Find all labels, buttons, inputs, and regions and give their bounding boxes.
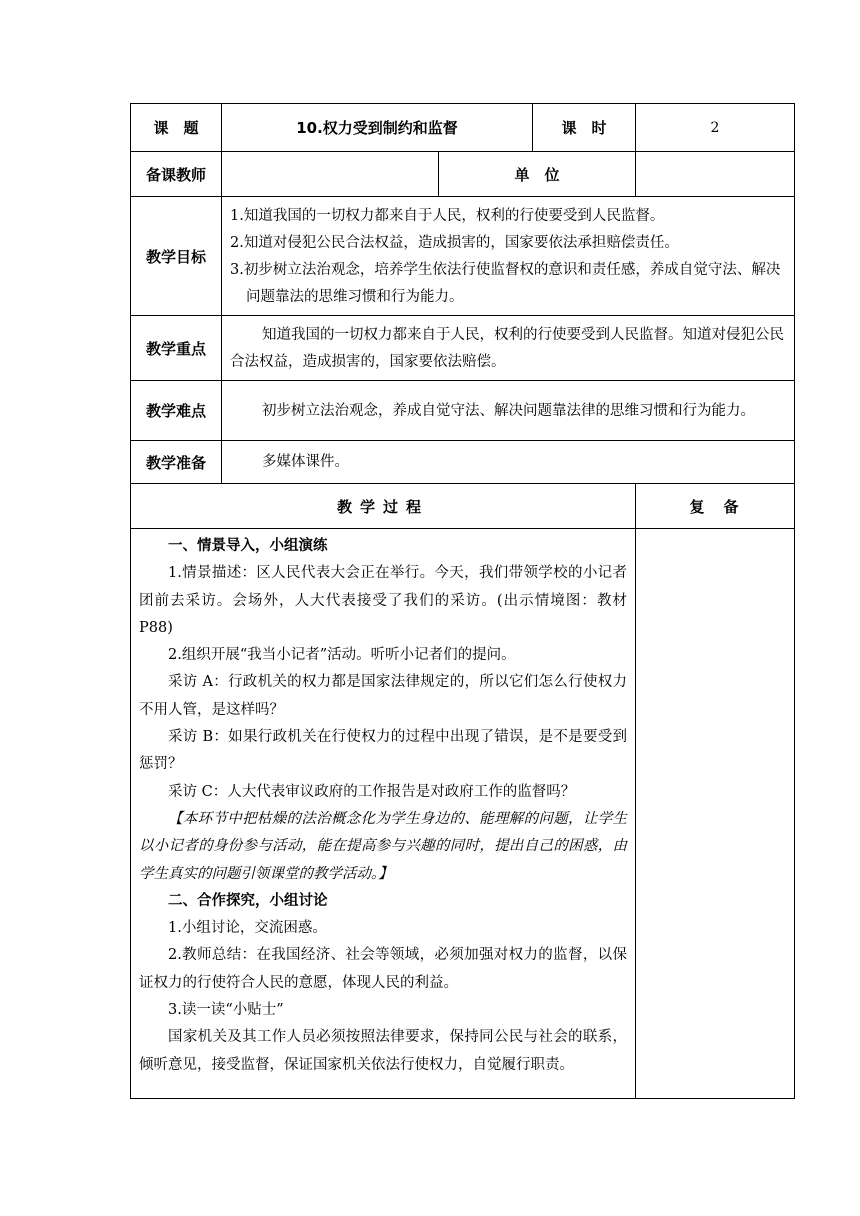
- process-paragraph: 1.小组讨论，交流困惑。: [168, 920, 327, 937]
- process-note: 【本环节中把枯燥的法治概念化为学生身边的、能理解的问题，让学生以小记者的身份参与活动，能在提高参与兴趣的同时，提出自己的困惑，由学生真实的问题引领课堂的教学活动。】: [139, 810, 628, 882]
- hours-label: 课 时: [533, 104, 636, 152]
- process-paragraph: 1.情景描述：区人民代表大会正在举行。今天，我们带领学校的小记者团前去采访。会场外，人大代表接受了我们的采访。(出示情境图：教材 P88): [139, 565, 628, 636]
- process-paragraph: 国家机关及其工作人员必须按照法律要求，保持同公民与社会的联系，倾听意见，接受监督，保证国家机关依法行使权力，自觉履行职责。: [139, 1029, 628, 1073]
- teacher-row: [131, 152, 795, 197]
- preparation-text: 多媒体课件。: [222, 441, 795, 484]
- lesson-plan-table: [130, 103, 795, 1099]
- difficulties-label: 教学难点: [131, 381, 222, 441]
- process-header: 教学过程: [131, 484, 636, 529]
- process-content: [131, 529, 636, 1099]
- objectives-row: [131, 197, 795, 316]
- objective-item: 3.初步树立法治观念，培养学生依法行使监督权的意识和责任感，养成自觉守法、解决问题靠法的思维习惯和行为能力。: [230, 262, 781, 305]
- review-notes-cell: [636, 529, 795, 1099]
- difficulties-row: [131, 381, 795, 441]
- process-section-heading: 二、合作探究，小组讨论: [168, 892, 328, 909]
- process-row: [131, 529, 795, 1099]
- process-paragraph: 采访 B：如果行政机关在行使权力的过程中出现了错误，是不是要受到惩罚？: [139, 729, 628, 773]
- unit-label: 单 位: [439, 152, 636, 197]
- teacher-value: [222, 152, 439, 197]
- topic-value: 10.权力受到制约和监督: [222, 104, 533, 152]
- objective-item: 1.知道我国的一切权力都来自于人民，权利的行使要受到人民监督。: [230, 208, 665, 224]
- process-paragraph: 采访 A：行政机关的权力都是国家法律规定的，所以它们怎么行使权力不用人管，是这样吗？: [139, 674, 628, 718]
- preparation-row: [131, 441, 795, 484]
- process-paragraph: 3.读一读“小贴士”: [168, 1002, 284, 1019]
- key-points-row: [131, 316, 795, 381]
- key-points-text: 知道我国的一切权力都来自于人民，权利的行使要受到人民监督。知道对侵犯公民合法权益，造成损害的，国家要依法赔偿。: [222, 316, 795, 381]
- process-paragraph: 2.教师总结：在我国经济、社会等领域，必须加强对权力的监督，以保证权力的行使符合人民的意愿，体现人民的利益。: [139, 947, 628, 991]
- unit-value: [636, 152, 795, 197]
- process-section-heading: 一、情景导入，小组演练: [168, 538, 328, 554]
- topic-label: 课 题: [131, 104, 222, 152]
- preparation-label: 教学准备: [131, 441, 222, 484]
- process-header-row: [131, 484, 795, 529]
- teacher-label: 备课教师: [131, 152, 222, 197]
- difficulties-text: 初步树立法治观念，养成自觉守法、解决问题靠法律的思维习惯和行为能力。: [222, 381, 795, 441]
- objectives-label: 教学目标: [131, 197, 222, 316]
- process-paragraph: 2.组织开展“我当小记者”活动。听听小记者们的提问。: [168, 647, 516, 664]
- objective-item: 2.知道对侵犯公民合法权益，造成损害的，国家要依法承担赔偿责任。: [230, 235, 679, 251]
- topic-row: [131, 104, 795, 152]
- key-points-label: 教学重点: [131, 316, 222, 381]
- process-paragraph: 采访 C：人大代表审议政府的工作报告是对政府工作的监督吗？: [168, 783, 576, 800]
- hours-value: 2: [636, 104, 795, 152]
- review-header: 复 备: [636, 484, 795, 529]
- objectives-content: [222, 197, 795, 316]
